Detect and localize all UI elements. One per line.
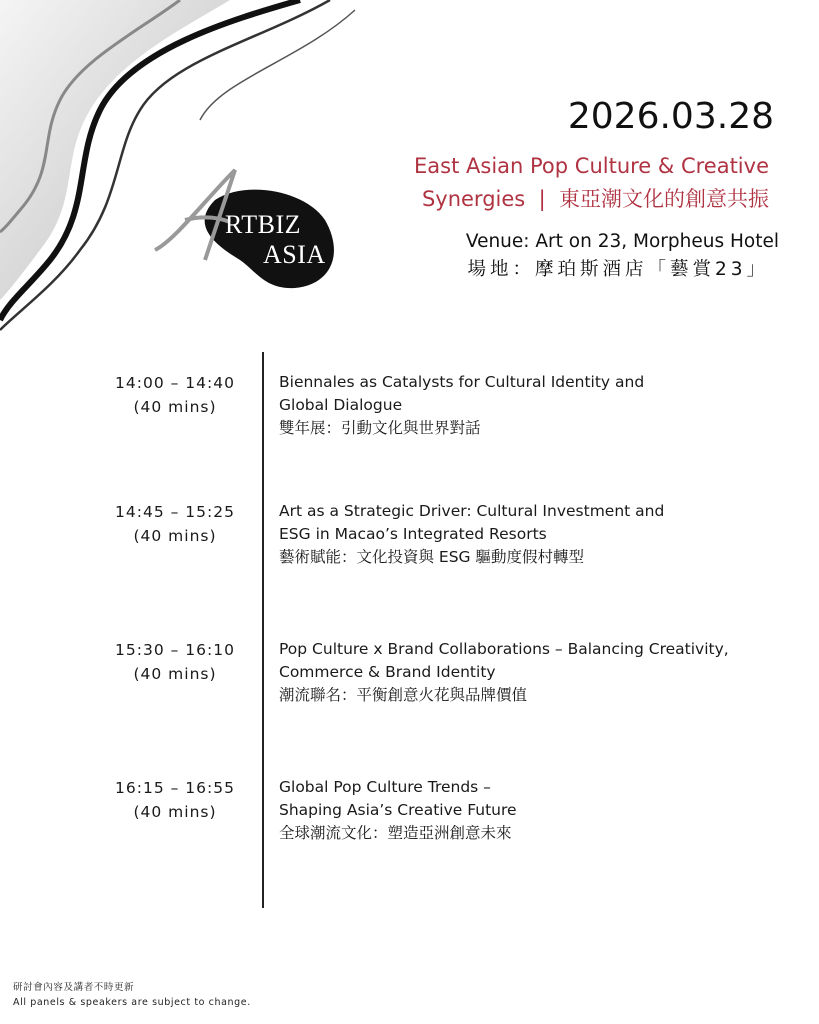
session-time — [90, 371, 260, 419]
event-title-line1: East Asian Pop Culture & Creative — [414, 154, 769, 178]
title-en: Art as a Strategic Driver: Cultural Investment and ESG in Macao’s Integrated Resorts — [279, 502, 665, 543]
time-range: 14:45 – 15:25 — [115, 503, 235, 521]
title-zh: 雙年展：引動文化與世界對話 — [279, 419, 481, 437]
session-description — [279, 371, 789, 440]
logo-text-line1: RTBIZ — [225, 210, 302, 239]
timeline-divider — [262, 352, 264, 908]
time-range: 16:15 – 16:55 — [115, 779, 235, 797]
session-description — [279, 500, 789, 569]
session-time — [90, 500, 260, 548]
title-zh: 全球潮流文化：塑造亞洲創意未來 — [279, 824, 512, 842]
title-zh: 潮流聯名：平衡創意火花與品牌價值 — [279, 686, 528, 704]
time-range: 14:00 – 14:40 — [115, 374, 235, 392]
artbiz-asia-logo — [145, 160, 345, 295]
session-time — [90, 638, 260, 686]
duration: (40 mins) — [133, 527, 217, 545]
title-en: Global Pop Culture Trends – Shaping Asia’s Creative Future — [279, 778, 517, 819]
logo-text-line2: ASIA — [263, 240, 326, 269]
venue-zh: 場地：摩珀斯酒店「藝賞23」 — [467, 259, 769, 280]
duration: (40 mins) — [133, 803, 217, 821]
title-en: Pop Culture x Brand Collaborations – Balancing Creativity, Commerce & Brand Identity — [279, 640, 729, 681]
session-time — [90, 776, 260, 824]
event-title — [349, 150, 769, 216]
footer-en: All panels & speakers are subject to change. — [13, 997, 251, 1008]
time-range: 15:30 – 16:10 — [115, 641, 235, 659]
event-date: 2026.03.28 — [567, 96, 774, 137]
event-title-line2: Synergies | 東亞潮文化的創意共振 — [421, 187, 769, 211]
title-zh: 藝術賦能：文化投資與 ESG 驅動度假村轉型 — [279, 548, 584, 566]
duration: (40 mins) — [133, 398, 217, 416]
footer-note — [13, 980, 251, 1010]
venue-en: Venue: Art on 23, Morpheus Hotel — [465, 231, 779, 252]
title-en: Biennales as Catalysts for Cultural Identity and Global Dialogue — [279, 373, 645, 414]
duration: (40 mins) — [133, 665, 217, 683]
session-description — [279, 638, 789, 707]
venue — [466, 228, 779, 284]
session-description — [279, 776, 789, 845]
footer-zh: 研討會內容及講者不時更新 — [13, 982, 135, 993]
